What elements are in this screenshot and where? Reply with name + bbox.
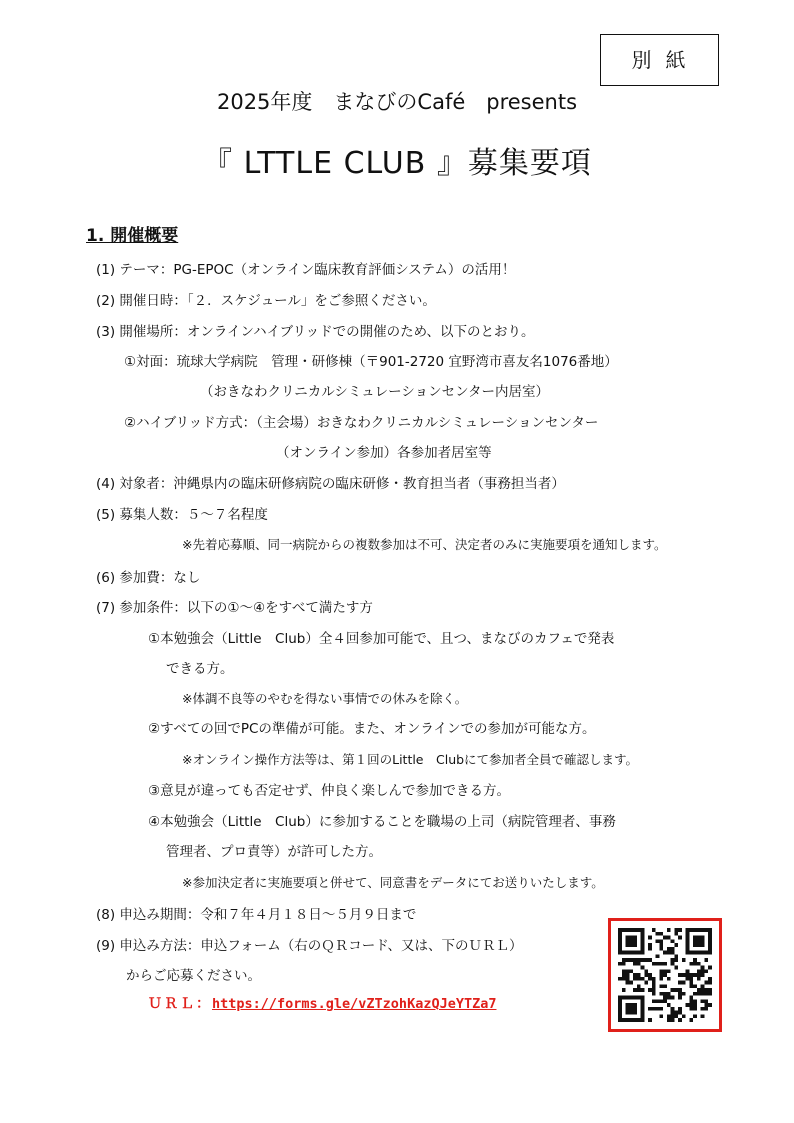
application-form-link[interactable]: https://forms.gle/vZTzohKazQJeYTZa7 [212,996,497,1012]
venue-in-person: ①対面：琉球大学病院 管理・研修棟（〒901-2720 宜野湾市喜友名1076番地） [124,354,618,370]
url-label: ＵＲＬ： [148,996,212,1012]
condition-1-note: ※体調不良等のやむを得ない事情での休みを除く。 [182,691,468,706]
qr-code-frame [608,918,722,1032]
condition-3: ③意見が違っても否定せず、仲良く楽しんで参加できる方。 [148,783,511,799]
venue-hybrid: ②ハイブリッド方式：（主会場）おきなわクリニカルシミュレーションセンター [124,415,599,431]
condition-4-cont: 管理者、プロ責等）が許可した方。 [166,844,382,860]
item-target: (4) 対象者：沖縄県内の臨床研修病院の臨床研修・教育担当者（事務担当者） [96,476,565,492]
attachment-stamp: 別紙 [600,34,719,86]
item-application-method: (9) 申込み方法：申込フォーム（右のＱＲコード、又は、下のＵＲＬ） [96,938,523,954]
qr-code-icon[interactable] [618,928,712,1022]
capacity-note: ※先着応募順、同一病院からの複数参加は不可、決定者のみに実施要項を通知します。 [182,537,667,552]
condition-1: ①本勉強会（Little Club）全４回参加可能で、且つ、まなびのカフェで発表 [148,631,615,647]
item-venue: (3) 開催場所：オンラインハイブリッドでの開催のため、以下のとおり。 [96,324,535,340]
page-title: 『 LTTLE CLUB 』募集要項 [202,146,592,181]
application-method-cont: からご応募ください。 [126,968,261,984]
condition-1-cont: できる方。 [166,661,234,677]
item-application-period: (8) 申込み期間：令和７年４月１８日～５月９日まで [96,907,417,923]
venue-online: （オンライン参加）各参加者居室等 [276,445,492,461]
condition-2: ②すべての回でPCの準備が可能。また、オンラインでの参加が可能な方。 [148,721,596,737]
condition-4: ④本勉強会（Little Club）に参加することを職場の上司（病院管理者、事務 [148,814,616,830]
section-heading-overview: 1. 開催概要 [86,226,179,246]
item-theme: (1) テーマ：PG-EPOC（オンライン臨床教育評価システム）の活用！ [96,262,516,278]
item-schedule: (2) 開催日時：「２．スケジュール」をご参照ください。 [96,293,436,309]
venue-in-person-room: （おきなわクリニカルシミュレーションセンター内居室） [200,384,550,400]
page-subtitle: 2025年度 まなびのCafé presents [216,90,578,114]
item-conditions: (7) 参加条件：以下の①～④をすべて満たす方 [96,600,373,616]
condition-2-note: ※オンライン操作方法等は、第１回のLittle Clubにて参加者全員で確認します。 [182,752,639,767]
url-row [148,993,496,1013]
item-fee: (6) 参加費：なし [96,570,201,586]
condition-4-note: ※参加決定者に実施要項と併せて、同意書をデータにてお送りいたします。 [182,875,604,890]
item-capacity: (5) 募集人数：５～７名程度 [96,507,268,523]
